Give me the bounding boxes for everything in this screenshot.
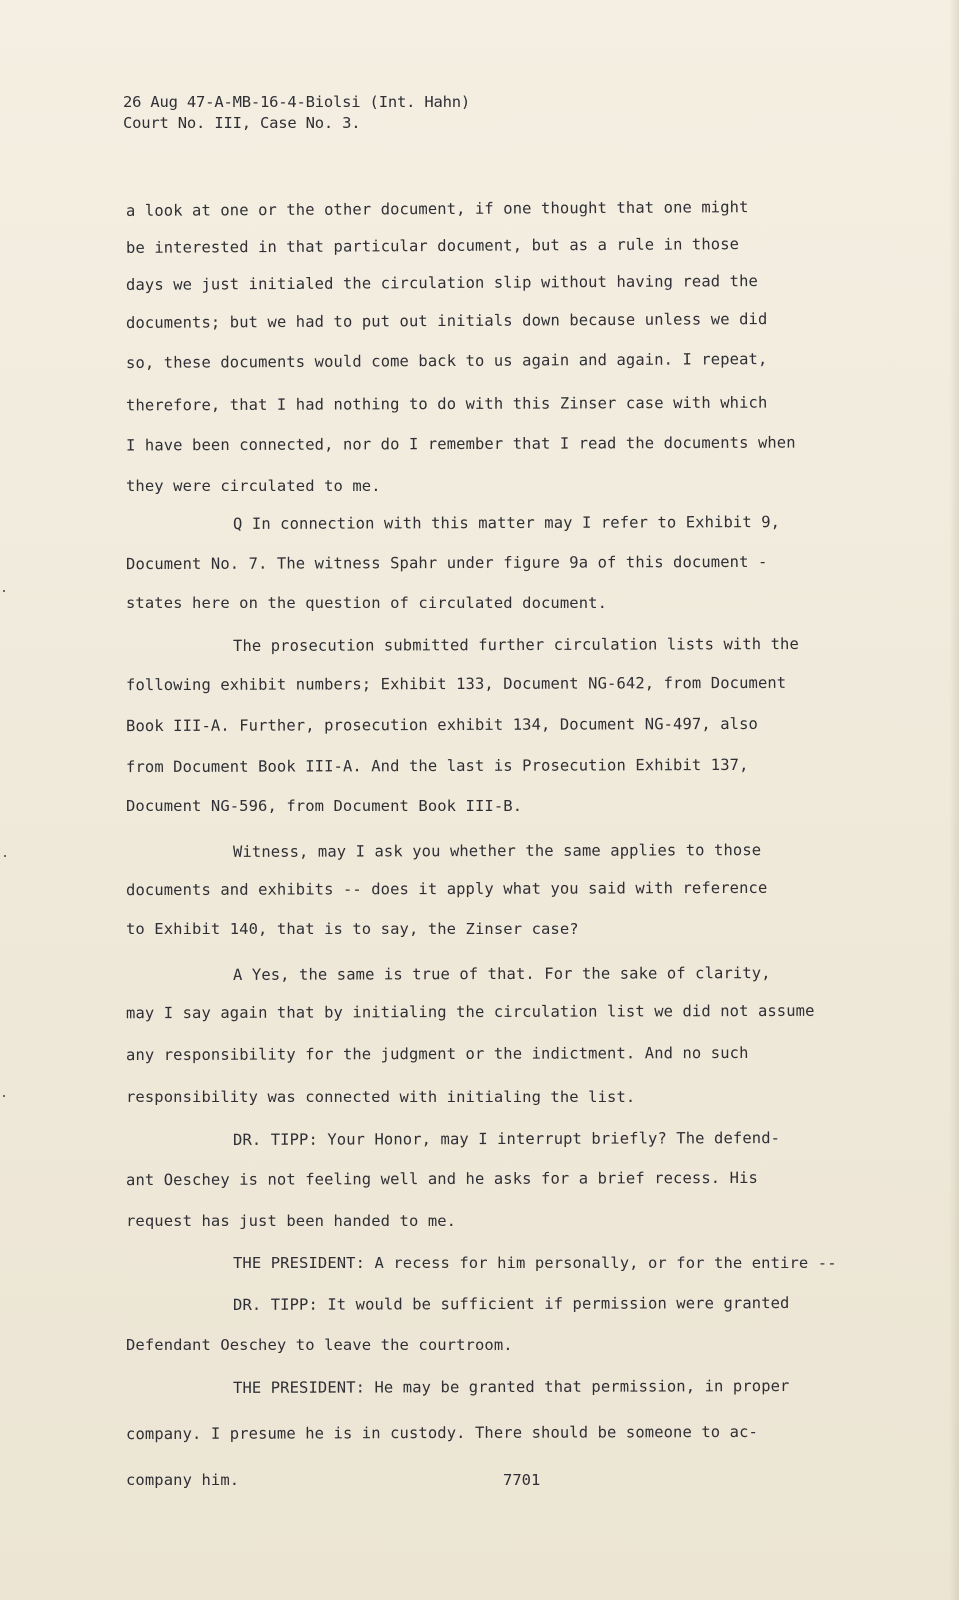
text-line: The prosecution submitted further circulation lists with the (232, 635, 799, 655)
text-line: any responsibility for the judgment or the indictment. And no such (125, 1043, 749, 1065)
text-line: Document No. 7. The witness Spahr under figure 9a of this document - (125, 552, 768, 574)
page-edge-shadow (949, 0, 959, 1600)
text-line: Defendant Oeschey to leave the courtroom. (126, 1336, 513, 1354)
text-line: documents; but we had to put out initials down because unless we did (125, 310, 768, 332)
text-line: Document NG-596, from Document Book III-B. (126, 797, 523, 815)
text-line: following exhibit numbers; Exhibit 133, Document NG-642, from Document (125, 673, 787, 695)
text-line: therefore, that I had nothing to do with this Zinser case with which (125, 393, 768, 415)
text-line: Book III-A. Further, prosecution exhibit 134, Document NG-497, also (125, 714, 758, 736)
text-line: ant Oeschey is not feeling well and he asks for a brief recess. His (125, 1168, 758, 1190)
scan-mark (4, 855, 6, 857)
scan-mark (3, 590, 5, 592)
text-line: so, these documents would come back to us again and again. I repeat, (125, 350, 768, 372)
text-line: from Document Book III-A. And the last is Prosecution Exhibit 137, (125, 755, 749, 777)
text-line: a look at one or the other document, if one thought that one might (125, 198, 749, 220)
text-line: be interested in that particular document, but as a rule in those (125, 235, 740, 257)
text-line: company him. (126, 1471, 240, 1489)
text-line: DR. TIPP: Your Honor, may I interrupt briefly? The defend- (232, 1129, 781, 1149)
document-header (123, 92, 470, 134)
header-line-1: 26 Aug 47-A-MB-16-4-Biolsi (Int. Hahn) (123, 93, 471, 111)
text-line: to Exhibit 140, that is to say, the Zinser case? (126, 920, 579, 938)
text-line: A Yes, the same is true of that. For the sake of clarity, (232, 964, 771, 984)
text-line: Witness, may I ask you whether the same applies to those (232, 841, 762, 861)
text-line: states here on the question of circulated document. (126, 594, 608, 612)
text-line: company. I presume he is in custody. There should be someone to ac- (125, 1422, 758, 1444)
text-line: days we just initialed the circulation slip without having read the (125, 272, 758, 294)
text-line: THE PRESIDENT: A recess for him personally, or for the entire -- (233, 1254, 837, 1272)
text-line: may I say again that by initialing the circulation list we did not assume (125, 1001, 815, 1023)
text-line: DR. TIPP: It would be sufficient if permission were granted (232, 1294, 790, 1314)
header-line-2: Court No. III, Case No. 3. (123, 114, 361, 132)
scan-mark (3, 1095, 5, 1097)
text-line: documents and exhibits -- does it apply what you said with reference (125, 878, 768, 900)
text-line: they were circulated to me. (126, 477, 381, 495)
text-line: THE PRESIDENT: He may be granted that permission, in proper (232, 1377, 790, 1397)
text-line: request has just been handed to me. (126, 1212, 457, 1230)
text-line: Q In connection with this matter may I refer to Exhibit 9, (232, 513, 781, 533)
page-number: 7701 (503, 1471, 541, 1489)
text-line: I have been connected, nor do I remember that I read the documents when (125, 433, 796, 455)
text-line: responsibility was connected with initialing the list. (126, 1088, 636, 1106)
